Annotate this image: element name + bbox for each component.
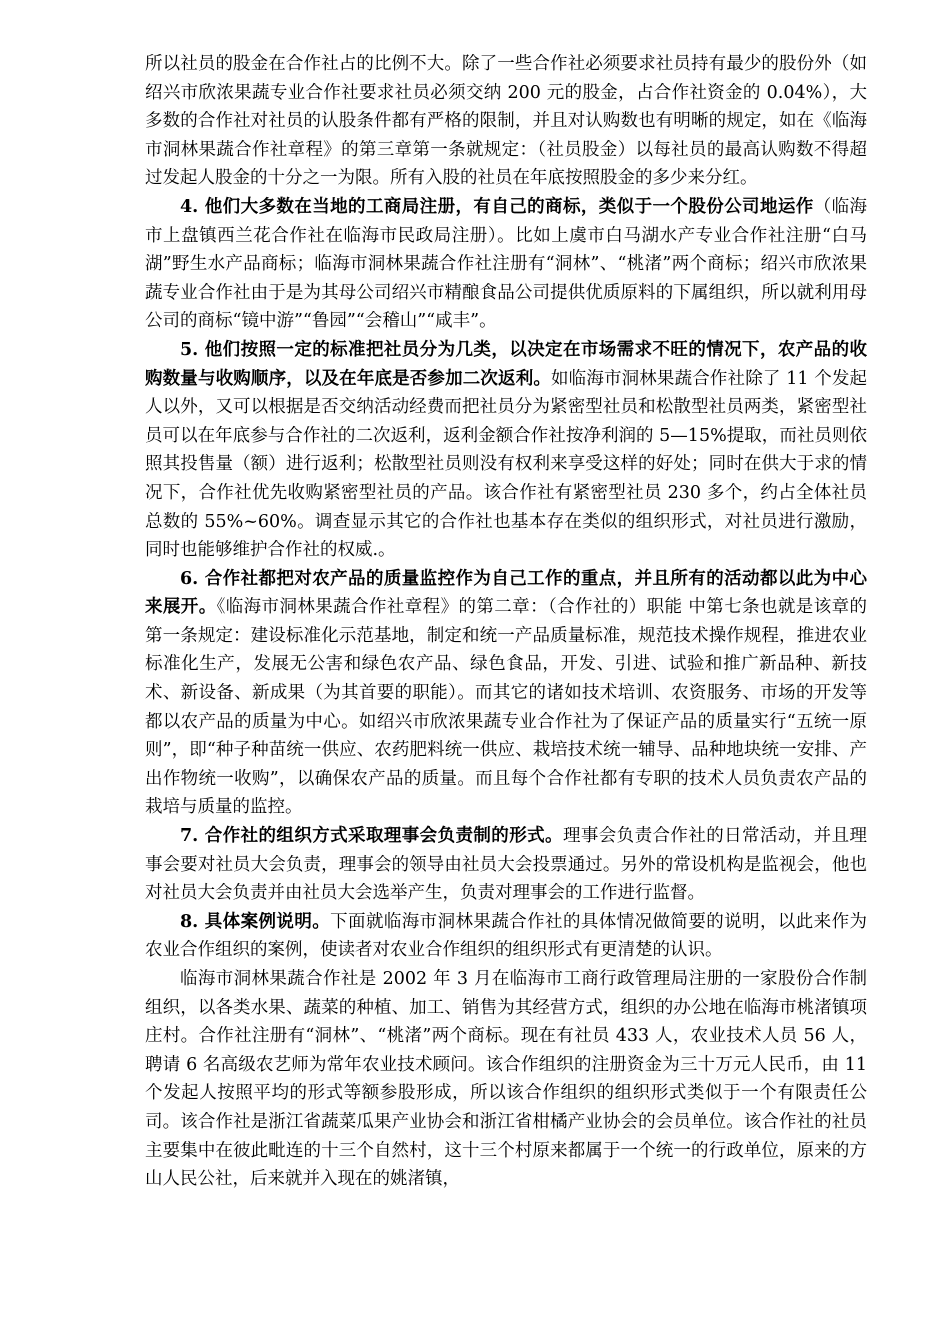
paragraph-2-heading: 4. 他们大多数在当地的工商局注册，有自己的商标，类似于一个股份公司地运作	[180, 196, 814, 217]
paragraph-4-text: 《临海市洞林果蔬合作社章程》的第二章：（合作社的）职能 中第七条也就是该章的第一条规定：建设标准化示范基地，制定和统一产品质量标准，规范技术操作规程，推进农业标准化生产，发展无公害和绿色农产品、绿色食品，开发、引进、试验和推广新品种、新技术、新设备、新成果（为其首要的职能）。而其它的诸如技术培训、农资服务、市场的开发等都以农产品的质量为中心。如绍兴市欣浓果蔬专业合作社为了保证产品的质量实行“五统一原则”，即“种子种苗统一供应、农药肥料统一供应、栽培技术统一辅导、品种地块统一安排、产出作物统一收购”，以确保农产品的质量。而且每个合作社都有专职的技术人员负责农产品的栽培与质量的监控。	[145, 597, 868, 818]
paragraph-5	[145, 822, 867, 908]
paragraph-1-text: 所以社员的股金在合作社占的比例不大。除了一些合作社必须要求社员持有最少的股份外（如绍兴市欣浓果蔬专业合作社要求社员必须交纳 200 元的股金，占合作社资金的 0.04%），大多数的合作社对社员的认股条件都有严格的限制，并且对认购数也有明晰的规定，如在《临海市洞林果蔬合作社章程》的第三章第一条就规定：（社员股金）以每社员的最高认购数不得超过发起人股金的十分之一为限。所有入股的社员在年底按照股金的多少来分红。	[145, 54, 867, 189]
paragraph-6-heading: 8. 具体案例说明。	[180, 911, 331, 932]
paragraph-7-text: 临海市洞林果蔬合作社是 2002 年 3 月在临海市工商行政管理局注册的一家股份合作制组织，以各类水果、蔬菜的种植、加工、销售为其经营方式，组织的办公地在临海市桃渚镇项庄村。合作社注册有“洞林”、“桃渚”两个商标。现在有社员 433 人，农业技术人员 56 人，聘请 6 名高级农艺师为常年农业技术顾问。该合作组织的注册资金为三十万元人民币，由 11 个发起人按照平均的形式等额参股形成，所以该合作组织的组织形式类似于一个有限责任公司。该合作社是浙江省蔬菜瓜果产业协会和浙江省柑橘产业协会的会员单位。该合作社的社员主要集中在彼此毗连的十三个自然村，这十三个村原来都属于一个统一的行政单位，原来的方山人民公社，后来就并入现在的姚渚镇，	[145, 969, 867, 1190]
paragraph-5-heading: 7. 合作社的组织方式采取理事会负责制的形式。	[180, 826, 563, 847]
paragraph-2	[145, 193, 867, 336]
paragraph-2-text: （临海市上盘镇西兰花合作社在临海市民政局注册）。比如上虞市白马湖水产专业合作社注册“白马湖”野生水产品商标；临海市洞林果蔬合作社注册有“洞林”、“桃渚”两个商标；绍兴市欣浓果蔬专业合作社由于是为其母公司绍兴市精酿食品公司提供优质原料的下属组织，所以就利用母公司的商标“镜中游”“鲁园”“会稽山”“咸丰”。	[145, 196, 868, 332]
paragraph-7	[145, 965, 867, 1194]
paragraph-6	[145, 908, 867, 965]
paragraph-6-text: 下面就临海市洞林果蔬合作社的具体情况做简要的说明，以此来作为农业合作组织的案例，使读者对农业合作组织的组织形式有更清楚的认识。	[145, 911, 867, 961]
document-page	[145, 50, 867, 1194]
paragraph-4	[145, 565, 867, 822]
paragraph-3	[145, 336, 867, 565]
paragraph-5-text: 理事会负责合作社的日常活动，并且理事会要对社员大会负责，理事会的领导由社员大会投票通过。另外的常设机构是监视会，他也对社员大会负责并由社员大会选举产生，负责对理事会的工作进行监督。	[145, 826, 867, 904]
paragraph-3-text: 如临海市洞林果蔬合作社除了 11 个发起人以外，又可以根据是否交纳活动经费而把社员分为紧密型社员和松散型社员两类，紧密型社员可以在年底参与合作社的二次返利，返利金额合作社按净利润的 5—15%提取，而社员则依照其投售量（额）进行返利；松散型社员则没有权利来享受这样的好处；同时在供大于求的情况下，合作社优先收购紧密型社员的产品。该合作社有紧密型社员 230 多个，约占全体社员总数的 55%~60%。调查显示其它的合作社也基本存在类似的组织形式，对社员进行激励，同时也能够维护合作社的权威.。	[145, 368, 867, 561]
paragraph-3-heading: 5. 他们按照一定的标准把社员分为几类，以决定在市场需求不旺的情况下，农产品的收购数量与收购顺序，以及在年底是否参加二次返利。	[145, 339, 867, 389]
paragraph-1	[145, 50, 867, 193]
paragraph-4-heading: 6. 合作社都把对农产品的质量监控作为自己工作的重点，并且所有的活动都以此为中心来展开。	[145, 568, 867, 618]
